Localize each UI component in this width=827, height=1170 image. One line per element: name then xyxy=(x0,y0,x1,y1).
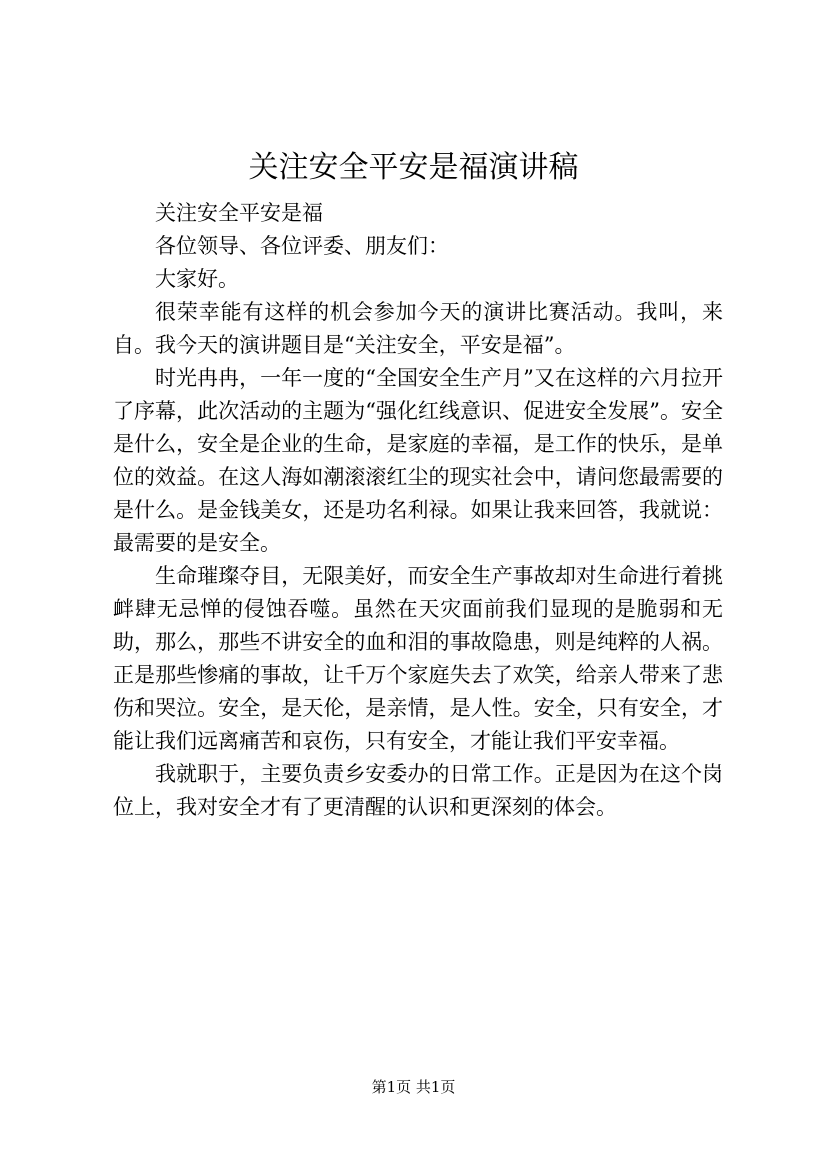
paragraph: 大家好。 xyxy=(155,267,239,291)
document-title: 关注安全平安是福演讲稿 xyxy=(248,150,579,185)
document-body xyxy=(113,197,723,824)
paragraph: 很荣幸能有这样的机会参加今天的演讲比赛活动。我叫，来自。我今天的演讲题目是“关注安全，平安是福”。 xyxy=(113,300,723,357)
page-footer: 第1页 共1页 xyxy=(371,1078,456,1096)
paragraph: 生命璀璨夺目，无限美好，而安全生产事故却对生命进行着挑衅肆无忌惮的侵蚀吞噬。虽然在天灾面前我们显现的是脆弱和无助，那么，那些不讲安全的血和泪的事故隐患，则是纯粹的人祸。正是那些惨痛的事故，让千万个家庭失去了欢笑，给亲人带来了悲伤和哭泣。安全，是天伦，是亲情，是人性。安全，只有安全，才能让我们远离痛苦和哀伤，只有安全，才能让我们平安幸福。 xyxy=(113,564,723,753)
paragraph: 关注安全平安是福 xyxy=(155,201,323,225)
paragraph: 各位领导、各位评委、朋友们： xyxy=(155,234,449,258)
paragraph: 时光冉冉，一年一度的“全国安全生产月”又在这样的六月拉开了序幕，此次活动的主题为“强化红线意识、促进安全发展”。安全是什么，安全是企业的生命，是家庭的幸福，是工作的快乐，是单位的效益。在这人海如潮滚滚红尘的现实社会中，请问您最需要的是什么。是金钱美女，还是功名利禄。如果让我来回答，我就说：最需要的是安全。 xyxy=(113,366,723,555)
paragraph: 我就职于，主要负责乡安委办的日常工作。正是因为在这个岗位上，我对安全才有了更清醒的认识和更深刻的体会。 xyxy=(113,762,723,819)
